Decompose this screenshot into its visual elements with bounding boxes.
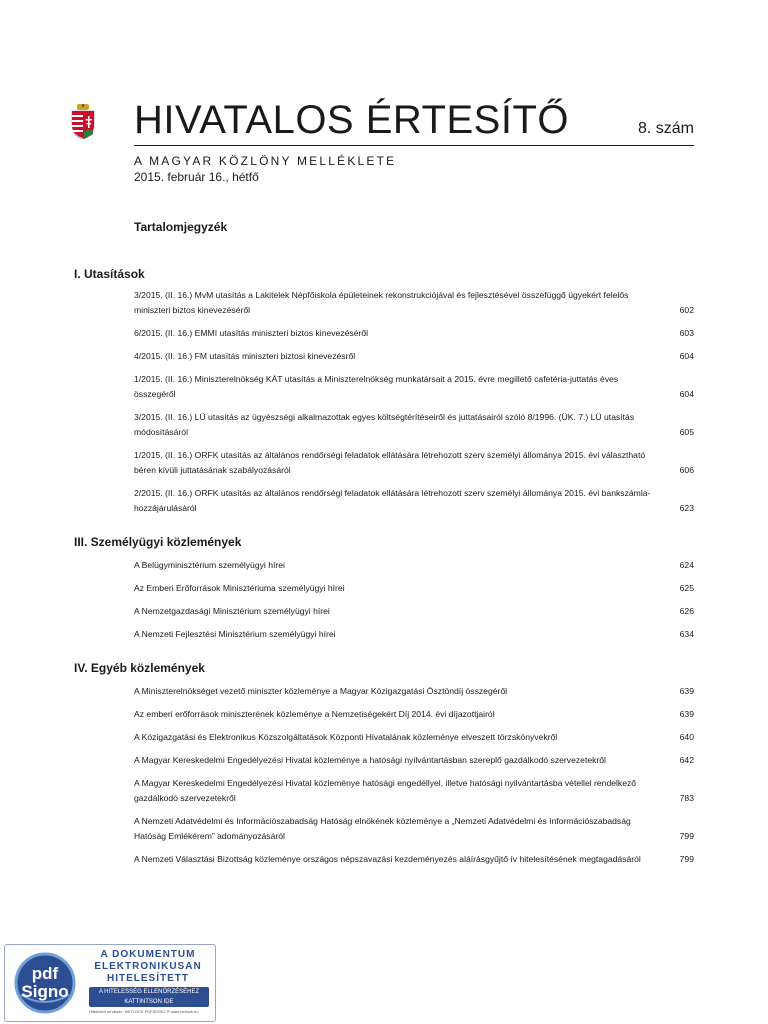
toc-entry-page: 799: [679, 854, 694, 864]
toc-entry-text: A Miniszterelnökséget vezető miniszter közleménye a Magyar Közigazgatási Ösztöndíj összegéről: [134, 686, 508, 696]
toc-entry-page: 605: [679, 427, 694, 437]
toc-entry-text: A Belügyminisztérium személyügyi hírei: [134, 560, 285, 570]
toc-entry-page: 639: [679, 686, 694, 696]
toc-entry[interactable]: [134, 776, 694, 806]
toc-entry[interactable]: [134, 448, 694, 478]
toc-entry-text: A Nemzeti Választási Bizottság közleménye országos népszavazási kezdeményezés aláírásgyűjtő ív hitelesítésének megtagadásáról: [134, 854, 641, 864]
toc-entry-page: 604: [679, 351, 694, 361]
toc-entry[interactable]: [134, 814, 694, 844]
toc-entry-text: 2/2015. (II. 16.) ORFK utasítás az általános rendőrségi feladatok ellátására létrehozott szerv személyi állománya 2015. évi bankszámla-hozzájárulásáról: [134, 488, 651, 513]
section-heading: IV. Egyéb közlemények: [74, 661, 205, 675]
toc-entry-page: 602: [679, 305, 694, 315]
toc-entry[interactable]: [134, 326, 694, 341]
signature-verification-badge[interactable]: [4, 944, 216, 1022]
publication-date: 2015. február 16., hétfő: [134, 170, 259, 184]
toc-entry-text: 1/2015. (II. 16.) Miniszterelnökség KÁT utasítás a Miniszterelnökség munkatársait a 2015. évre megillető cafetéria-juttatás éves összegéről: [134, 374, 619, 399]
toc-entry-text: Az emberi erőforrások miniszterének közleménye a Nemzetiségekért Díj 2014. évi díjazottjairól: [134, 709, 495, 719]
toc-entry-page: 626: [679, 606, 694, 616]
header-divider: [134, 145, 694, 146]
toc-entry[interactable]: [134, 852, 694, 867]
toc-entry-text: A Nemzetgazdasági Minisztérium személyügyi hírei: [134, 606, 330, 616]
toc-entry-text: 3/2015. (II. 16.) LÜ utasítás az ügyészségi alkalmazottak egyes költségtérítéseiről és juttatásairól szóló 8/1996. (ÜK. 7.) LÜ utasítás módosításáról: [134, 412, 635, 437]
toc-entry[interactable]: [134, 372, 694, 402]
toc-heading: Tartalomjegyzék: [134, 220, 228, 234]
toc-entry-text: A Közigazgatási és Elektronikus Közszolgáltatások Központi Hivatalának közleménye elveszett törzskönyvekről: [134, 732, 558, 742]
issue-number: 8. szám: [637, 120, 694, 137]
toc-entry-text: Az Emberi Erőforrások Minisztériuma személyügyi hírei: [134, 583, 345, 593]
coat-of-arms-icon: [70, 104, 96, 140]
verify-authenticity-link[interactable]: A HITELESSÉG ELLENŐRZÉSÉHEZ KATTINTSON IDE: [89, 987, 209, 1007]
toc-entry-text: A Nemzeti Adatvédelmi és Információszabadság Hatóság elnökének közleménye a „Nemzeti Adatvédelmi és Információszabadság Hatóság Emlékérem” adományozásáról: [134, 816, 631, 841]
toc-entry-page: 634: [679, 629, 694, 639]
toc-entry[interactable]: [134, 288, 694, 318]
pdfsigno-logo-icon: [7, 951, 83, 1015]
toc-entry[interactable]: [134, 558, 694, 573]
toc-entry[interactable]: [134, 349, 694, 364]
toc-entry-page: 642: [679, 755, 694, 765]
toc-entry-page: 604: [679, 389, 694, 399]
badge-line: ELEKTRONIKUSAN: [94, 961, 202, 972]
toc-entry-text: 3/2015. (II. 16.) MvM utasítás a Lakitelek Népfőiskola épületeinek rekonstrukciójával és fejlesztésével összefüggő ügyekért felelős miniszteri biztos kinevezéséről: [134, 290, 629, 315]
section-heading: I. Utasítások: [74, 267, 145, 281]
toc-entry-page: 799: [679, 831, 694, 841]
badge-line: HITELESÍTETT: [107, 973, 189, 984]
badge-footer: Hitelesítő rendszer: NETLOCK PDFSIGNO ® www.netlock.hu: [89, 1009, 199, 1014]
toc-entry-page: 606: [679, 465, 694, 475]
toc-entry[interactable]: [134, 707, 694, 722]
section-egyeb: [74, 660, 694, 867]
toc-entry[interactable]: [134, 684, 694, 699]
toc-entry[interactable]: [134, 410, 694, 440]
toc-entry-text: A Magyar Kereskedelmi Engedélyezési Hivatal közleménye a hatósági nyilvántartásban szereplő gazdálkodó szervezetekről: [134, 755, 606, 765]
toc-entry-text: A Nemzeti Fejlesztési Minisztérium személyügyi hírei: [134, 629, 336, 639]
toc-entry[interactable]: [134, 627, 694, 642]
publication-subtitle: A MAGYAR KÖZLÖNY MELLÉKLETE: [134, 154, 397, 168]
toc-entry-text: A Magyar Kereskedelmi Engedélyezési Hivatal közleménye hatósági engedéllyel, illetve hatósági nyilvántartásba vétellel rendelkező gazdálkodó szervezetekről: [134, 778, 637, 803]
svg-text:Signo: Signo: [21, 982, 69, 1001]
section-heading: III. Személyügyi közlemények: [74, 535, 242, 549]
toc-entry-page: 639: [679, 709, 694, 719]
toc-entry-text: 6/2015. (II. 16.) EMMI utasítás miniszteri biztos kinevezéséről: [134, 328, 369, 338]
toc-entry-text: 1/2015. (II. 16.) ORFK utasítás az általános rendőrségi feladatok ellátására létrehozott szerv személyi állománya 2015. évi választható béren kívüli juttatásának szabályozásáról: [134, 450, 646, 475]
toc-entry[interactable]: [134, 604, 694, 619]
svg-text:pdf: pdf: [31, 964, 59, 983]
toc-entry-text: 4/2015. (II. 16.) FM utasítás miniszteri biztosi kinevezésről: [134, 351, 356, 361]
toc-entry-page: 603: [679, 328, 694, 338]
toc-entry[interactable]: [134, 730, 694, 745]
publication-title: HIVATALOS ÉRTESÍTŐ: [134, 98, 570, 142]
toc-entry-page: 623: [679, 503, 694, 513]
section-szemelyugyi: [74, 534, 694, 642]
toc-entry-page: 625: [679, 583, 694, 593]
toc-entry[interactable]: [134, 486, 694, 516]
toc-entry-page: 783: [679, 793, 694, 803]
toc-entry-page: 624: [679, 560, 694, 570]
section-utasitasok: [74, 266, 694, 516]
toc-entry[interactable]: [134, 581, 694, 596]
toc-entry-page: 640: [679, 732, 694, 742]
badge-line: A DOKUMENTUM: [100, 949, 196, 960]
toc-entry[interactable]: [134, 753, 694, 768]
